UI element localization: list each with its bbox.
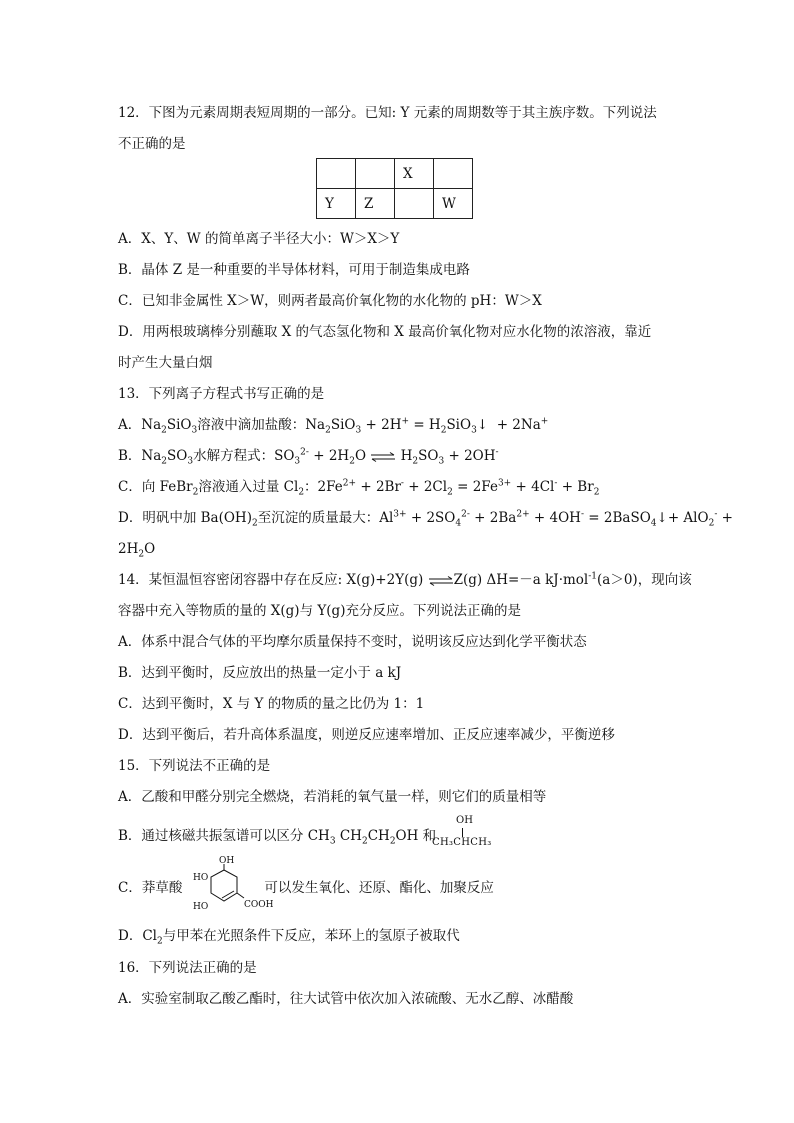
shikimic-oh-top: OH — [219, 856, 235, 866]
q13-d-mid: 至沉淀的质量最大： — [257, 510, 380, 526]
isopropanol-chain: CH₃CHCH₃ — [432, 837, 492, 848]
q14-stem-line1: 14．某恒温恒容密闭容器中存在反应: X(g)+2Y(g) Z(g) ΔH=－a kJ·mol$^{-1}$(a＞0)，现向该 — [118, 571, 692, 588]
q12-option-c: C．已知非金属性 X＞W，则两者最高价氧化物的水化物的 pH：W＞X — [118, 293, 542, 309]
q13-option-b: B．$Na_2SO_3$水解方程式：$SO_3^{2-} + 2H_2O$ $H_2SO_3 + 2OH^-$ — [118, 447, 499, 467]
shikimic-cooh: COOH — [244, 900, 274, 910]
cell-z: Z — [356, 189, 395, 219]
q13-option-c: C．向 FeBr$_2$溶液通入过量 $Cl_2$：$2Fe^{2+} + 2Br^- + 2Cl_2 = 2Fe^{3+} + 4Cl^- + Br_2$ — [118, 478, 600, 498]
q14-stem-c: (a＞0)，现向该 — [597, 572, 692, 588]
q13-c-prefix: C．向 FeBr — [118, 479, 193, 495]
shikimic-ho-bot: HO — [193, 902, 209, 912]
q14-stem-a: 14．某恒温恒容密闭容器中存在反应: X(g)+2Y(g) — [118, 572, 424, 588]
q15-b-mid: CH — [335, 828, 362, 844]
isopropanol-structure — [432, 815, 512, 855]
q12-option-b: B．晶体 Z 是一种重要的半导体材料，可用于制造集成电路 — [118, 262, 470, 278]
q13-option-d-line1: D．明矾中加 $Ba(OH)_2$至沉淀的质量最大：$Al^{3+} + 2SO_4^{2-} + 2Ba^{2+} + 4OH^-$ = 2BaSO$_4$↓+ AlO$_2$- + — [118, 509, 733, 529]
equilibrium-arrow-icon — [370, 452, 396, 462]
q15-stem: 15．下列说法不正确的是 — [118, 758, 271, 774]
periodic-table-fragment — [316, 158, 473, 219]
q16-stem: 16．下列说法正确的是 — [118, 960, 257, 976]
q14-stem-line2: 容器中充入等物质的量的 X(g)与 Y(g)充分反应。下列说法正确的是 — [118, 603, 521, 619]
q12-option-a: A．X、Y、W 的简单离子半径大小：W＞X＞Y — [118, 231, 400, 247]
q15-b-end: OH 和 — [395, 828, 437, 844]
equilibrium-arrow-icon — [428, 576, 454, 586]
q14-option-a: A．体系中混合气体的平均摩尔质量保持不变时，说明该反应达到化学平衡状态 — [118, 634, 587, 650]
q13-option-d-line2: $2H_2O$ — [118, 541, 156, 560]
shikimic-ho-mid: HO — [193, 873, 209, 883]
cell-y: Y — [317, 189, 356, 219]
cell-r1c2 — [356, 159, 395, 189]
q15-c-text: 可以发生氧化、还原、酯化、加聚反应 — [264, 880, 494, 896]
q13-b-mid: 水解方程式： — [193, 448, 275, 464]
q14-option-b: B．达到平衡时，反应放出的热量一定小于 a kJ — [118, 665, 402, 681]
q13-d-prefix: D．明矾中加 Ba(OH) — [118, 510, 252, 526]
q12-option-d-line2: 时产生大量白烟 — [118, 355, 213, 371]
q13-a-mid: 溶液中滴加盐酸： — [197, 417, 306, 433]
q12-option-d-line1: D．用两根玻璃棒分别蘸取 X 的气态氢化物和 X 最高价氧化物对应水化物的浓溶液，靠近 — [118, 324, 652, 340]
q15-option-c — [118, 878, 494, 898]
q16-option-a: A．实验室制取乙酸乙酯时，往大试管中依次加入浓硫酸、无水乙醇、冰醋酸 — [118, 991, 574, 1007]
q13-b-prefix: B． — [118, 448, 142, 464]
q15-option-d: D．$Cl_2$与甲苯在光照条件下反应，苯环上的氢原子被取代 — [118, 928, 460, 947]
q15-d-prefix: D．Cl — [118, 928, 157, 944]
shikimic-acid-structure — [186, 858, 272, 920]
isopropanol-oh: OH — [456, 815, 473, 826]
cell-r1c4 — [434, 159, 473, 189]
q14-option-d: D．达到平衡后，若升高体系温度，则逆反应速率增加、正反应速率减少，平衡逆移 — [118, 727, 615, 743]
cell-r2c3 — [395, 189, 434, 219]
q14-stem-b: Z(g) ΔH=－a kJ·mol — [453, 572, 589, 588]
q15-d-text: 与甲苯在光照条件下反应，苯环上的氢原子被取代 — [162, 928, 460, 944]
isopropanol-bond — [462, 828, 463, 837]
q15-option-a: A．乙酸和甲醛分别完全燃烧，若消耗的氧气量一样，则它们的质量相等 — [118, 789, 547, 805]
q13-c-mid: 溶液通入过量 Cl — [198, 479, 299, 495]
cell-r1c1 — [317, 159, 356, 189]
q13-stem: 13．下列离子方程式书写正确的是 — [118, 386, 325, 402]
q12-stem-line2: 不正确的是 — [118, 136, 186, 152]
q13-a-prefix: A． — [118, 417, 142, 433]
q15-option-b: B．通过核磁共振氢谱可以区分 $CH_3$ $CH_2CH_2OH$ 和 — [118, 828, 437, 847]
q12-stem-line1: 12．下图为元素周期表短周期的一部分。已知: Y 元素的周期数等于其主族序数。下列说法 — [118, 105, 657, 121]
cell-w: W — [434, 189, 473, 219]
q13-option-a: A．$Na_2SiO_3$溶液中滴加盐酸：$Na_2SiO_3 + 2H^+$ = $H_2SiO_3↓ + 2Na^+$ — [118, 416, 549, 436]
q15-b-text: B．通过核磁共振氢谱可以区分 CH — [118, 828, 330, 844]
q14-option-c: C．达到平衡时，X 与 Y 的物质的量之比仍为 1：1 — [118, 696, 425, 712]
q15-c-prefix: C．莽草酸 — [118, 880, 183, 896]
cell-x: X — [395, 159, 434, 189]
q15-b-mid2: CH — [367, 828, 390, 844]
